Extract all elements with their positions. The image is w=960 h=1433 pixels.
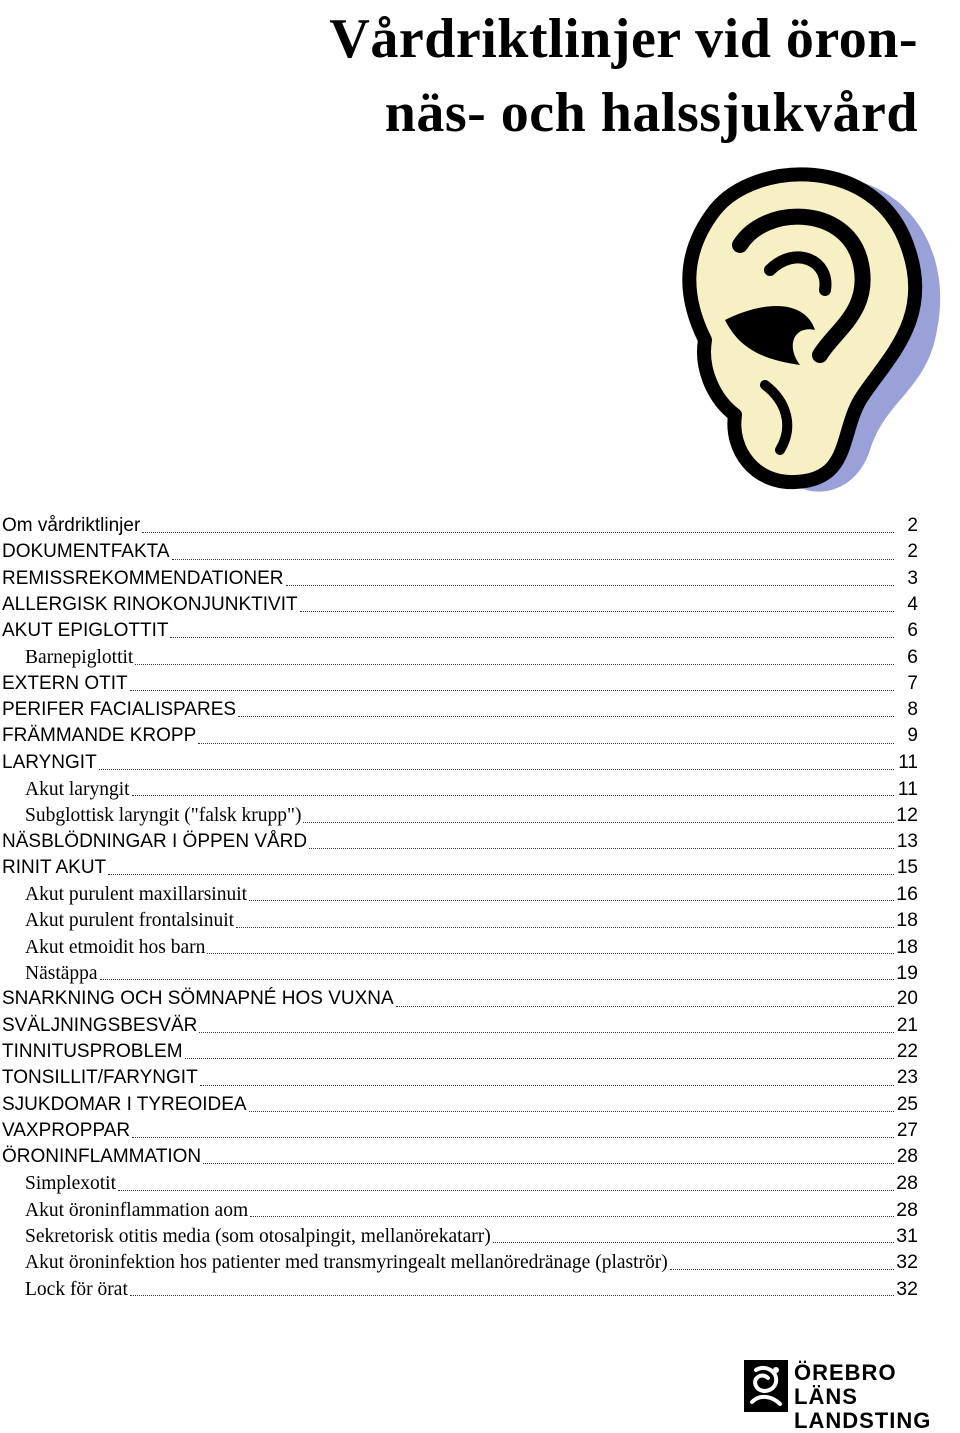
toc-dot-leader — [200, 1085, 894, 1086]
toc-entry-page: 25 — [896, 1093, 918, 1115]
toc-entry-page: 32 — [896, 1251, 918, 1274]
toc-dot-leader — [493, 1242, 894, 1243]
toc-entry-label: Akut laryngit — [25, 778, 130, 800]
toc-dot-leader — [207, 953, 894, 954]
toc-dot-leader — [100, 979, 894, 980]
toc-entry-page: 28 — [896, 1198, 918, 1221]
toc-entry-page: 18 — [896, 935, 918, 958]
toc-entry[interactable] — [2, 1276, 918, 1302]
toc-entry[interactable] — [2, 1092, 918, 1118]
toc-entry-page: 12 — [896, 804, 918, 827]
toc-dot-leader — [118, 1190, 894, 1191]
toc-entry[interactable] — [2, 829, 918, 855]
toc-dot-leader — [286, 585, 894, 586]
toc-entry-label: REMISSREKOMMENDATIONER — [2, 567, 284, 589]
toc-entry[interactable] — [2, 1013, 918, 1039]
toc-entry[interactable] — [2, 960, 918, 986]
toc-dot-leader — [130, 1295, 894, 1296]
toc-entry-label: Akut öroninflammation aom — [25, 1199, 249, 1221]
toc-entry[interactable] — [2, 776, 918, 802]
toc-dot-leader — [170, 637, 894, 638]
toc-dot-leader — [238, 716, 894, 717]
toc-entry[interactable] — [2, 1249, 918, 1275]
toc-entry-page: 20 — [896, 988, 918, 1010]
toc-dot-leader — [108, 874, 894, 875]
toc-entry[interactable] — [2, 697, 918, 723]
toc-entry[interactable] — [2, 618, 918, 644]
toc-entry-label: TONSILLIT/FARYNGIT — [2, 1067, 198, 1089]
toc-entry[interactable] — [2, 881, 918, 907]
toc-dot-leader — [198, 743, 894, 744]
toc-entry-label: Nästäppa — [25, 963, 98, 985]
toc-entry-label: RINIT AKUT — [2, 856, 107, 878]
toc-entry-page: 3 — [907, 567, 918, 589]
toc-entry-page: 28 — [896, 1146, 918, 1168]
toc-entry-label: LARYNGIT — [2, 751, 97, 773]
toc-dot-leader — [132, 1137, 894, 1138]
toc-dot-leader — [236, 927, 894, 928]
logo-line-1: ÖREBRO LÄNS — [794, 1360, 897, 1409]
title-line-2: näs- och halssjukvård — [384, 82, 918, 144]
toc-entry-label: Akut öroninfektion hos patienter med transmyringealt mellanöredränage (plaströr) — [25, 1252, 668, 1274]
toc-dot-leader — [132, 795, 894, 796]
toc-dot-leader — [135, 664, 894, 665]
toc-dot-leader — [130, 690, 894, 691]
toc-entry-page: 9 — [907, 725, 918, 747]
toc-entry-label: SVÄLJNINGSBESVÄR — [2, 1014, 198, 1036]
document-title — [329, 2, 918, 150]
toc-entry-page: 31 — [896, 1225, 918, 1248]
toc-entry[interactable] — [2, 802, 918, 828]
toc-dot-leader — [396, 1006, 894, 1007]
toc-dot-leader — [99, 769, 894, 770]
toc-entry[interactable] — [2, 539, 918, 565]
toc-entry[interactable] — [2, 644, 918, 670]
toc-entry-label: VAXPROPPAR — [2, 1119, 131, 1141]
toc-entry-page: 4 — [907, 593, 918, 615]
toc-entry[interactable] — [2, 934, 918, 960]
county-council-logo-icon — [742, 1358, 790, 1414]
toc-entry-page: 28 — [896, 1172, 918, 1195]
toc-dot-leader — [185, 1058, 894, 1059]
toc-entry-page: 6 — [907, 646, 918, 669]
toc-entry[interactable] — [2, 1223, 918, 1249]
toc-dot-leader — [172, 559, 895, 560]
toc-entry-label: FRÄMMANDE KROPP — [2, 725, 197, 747]
toc-entry-label: Akut purulent maxillarsinuit — [25, 884, 248, 906]
toc-entry-label: SNARKNING OCH SÖMNAPNÉ HOS VUXNA — [2, 988, 394, 1010]
toc-entry-page: 13 — [896, 830, 918, 852]
toc-entry[interactable] — [2, 723, 918, 749]
toc-entry[interactable] — [2, 855, 918, 881]
toc-entry-page: 23 — [896, 1067, 918, 1089]
logo-line-2: LANDSTING — [794, 1408, 932, 1433]
logo-text — [794, 1361, 947, 1433]
toc-entry-label: NÄSBLÖDNINGAR I ÖPPEN VÅRD — [2, 830, 308, 852]
toc-entry-page: 32 — [896, 1277, 918, 1300]
toc-entry[interactable] — [2, 513, 918, 539]
toc-dot-leader — [250, 1216, 894, 1217]
ear-icon — [645, 150, 960, 505]
toc-entry-label: Akut etmoidit hos barn — [25, 936, 206, 958]
toc-entry-label: Barnepiglottit — [25, 647, 134, 669]
toc-entry[interactable] — [2, 566, 918, 592]
toc-entry-page: 6 — [907, 620, 918, 642]
toc-entry-label: SJUKDOMAR I TYREOIDEA — [2, 1093, 247, 1115]
toc-entry-page: 21 — [896, 1014, 918, 1036]
toc-entry-label: Sekretorisk otitis media (som otosalpingit, mellanörekatarr) — [25, 1226, 491, 1248]
toc-entry[interactable] — [2, 1170, 918, 1196]
toc-entry[interactable] — [2, 1039, 918, 1065]
toc-dot-leader — [199, 1032, 894, 1033]
toc-entry-page: 8 — [907, 699, 918, 721]
toc-dot-leader — [249, 900, 894, 901]
toc-dot-leader — [142, 532, 894, 533]
toc-entry-page: 19 — [896, 962, 918, 985]
county-council-logo — [742, 1358, 947, 1433]
toc-entry-label: AKUT EPIGLOTTIT — [2, 620, 169, 642]
toc-entry[interactable] — [2, 1144, 918, 1170]
toc-entry[interactable] — [2, 1065, 918, 1091]
toc-entry-page: 2 — [907, 515, 918, 536]
toc-dot-leader — [249, 1111, 894, 1112]
toc-entry[interactable] — [2, 671, 918, 697]
toc-entry-page: 7 — [907, 672, 918, 694]
toc-entry-label: EXTERN OTIT — [2, 672, 128, 694]
table-of-contents — [2, 513, 918, 1302]
toc-entry[interactable] — [2, 750, 918, 776]
toc-entry-page: 11 — [897, 777, 918, 800]
toc-entry-label: Simplexotit — [25, 1173, 117, 1195]
title-line-1: Vårdriktlinjer vid öron- — [329, 8, 918, 70]
toc-entry[interactable] — [2, 592, 918, 618]
toc-entry-label: Akut purulent frontalsinuit — [25, 910, 235, 932]
toc-entry-label: DOKUMENTFAKTA — [2, 541, 170, 563]
toc-dot-leader — [670, 1269, 894, 1270]
toc-entry-label: PERIFER FACIALISPARES — [2, 699, 237, 721]
toc-dot-leader — [309, 848, 894, 849]
toc-entry[interactable] — [2, 986, 918, 1012]
toc-entry[interactable] — [2, 907, 918, 933]
toc-entry-page: 22 — [896, 1040, 918, 1062]
toc-dot-leader — [303, 822, 894, 823]
toc-dot-leader — [300, 611, 894, 612]
toc-dot-leader — [203, 1163, 894, 1164]
toc-entry-page: 11 — [898, 751, 918, 773]
toc-entry-label: Subglottisk laryngit ("falsk krupp") — [25, 805, 302, 827]
toc-entry-label: Om vårdriktlinjer — [2, 515, 141, 536]
toc-entry[interactable] — [2, 1197, 918, 1223]
toc-entry-page: 27 — [896, 1119, 918, 1141]
toc-entry-page: 2 — [907, 541, 918, 563]
toc-entry[interactable] — [2, 1118, 918, 1144]
toc-entry-label: ALLERGISK RINOKONJUNKTIVIT — [2, 593, 298, 615]
toc-entry-label: Lock för örat — [25, 1278, 128, 1300]
toc-entry-page: 16 — [896, 883, 918, 906]
toc-entry-label: ÖRONINFLAMMATION — [2, 1146, 202, 1168]
toc-entry-page: 18 — [896, 909, 918, 932]
toc-entry-page: 15 — [896, 856, 918, 878]
toc-entry-label: TINNITUSPROBLEM — [2, 1040, 183, 1062]
